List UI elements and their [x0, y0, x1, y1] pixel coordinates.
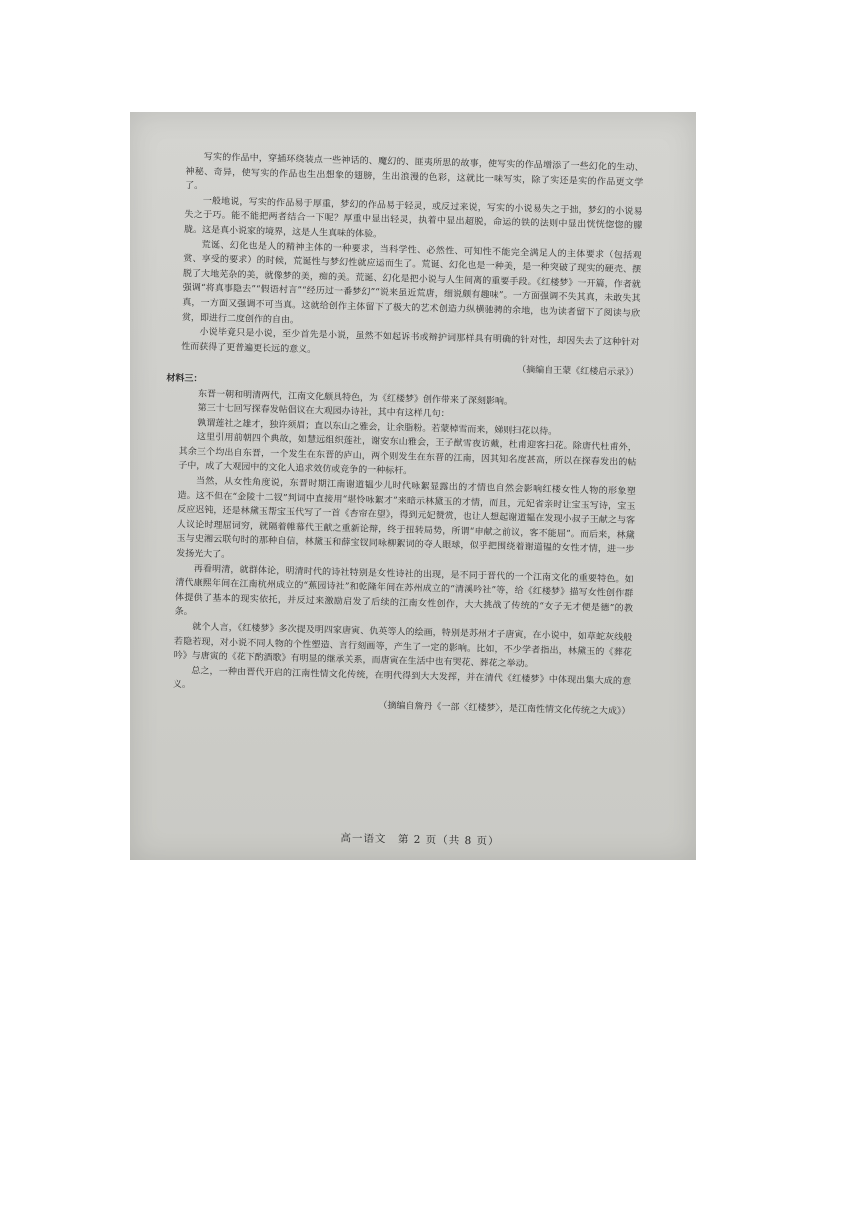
scanned-page-photo: [130, 112, 696, 860]
paragraph: 一般地说，写实的作品易于厚重，梦幻的作品易于轻灵，或反过来说，写实的小说易失之于拙，梦幻的小说易失之于巧。能不能把两者结合一下呢？厚重中显出轻灵，执着中显出超脱，命运的铁的法则中显出恍恍惚惚的朦胧。这是真小说家的境界，这是人生真味的体验。: [183, 196, 643, 240]
quoted-passage: 孰谓莲社之雄才，独许须眉；直以东山之雅会，让余脂粉。若蒙棹雪而来，娣则扫花以待。: [197, 418, 558, 437]
paragraph: 第三十七回写探春发帖倡议在大观园办诗社，其中有这样几句：: [197, 403, 450, 420]
paragraph: 荒诞、幻化也是人的精神主体的一种要求，当科学性、必然性、可知性不能完全满足人的主体要求（包括观赏、享受的要求）的时候，荒诞性与梦幻性就应运而生了。荒诞、幻化也是一种美，是一种突破了现实的硬壳、摆脱了大地芜杂的美，就像梦的美，痴的美。荒诞、幻化是把小说与人生间离的重要手段。《红楼梦》一开篇，作者就强调“将真事隐去”“假语村言”“经历过一番梦幻”“说来虽近荒唐，细说颇有趣味”。一方面强调不失其真，未敢失其真，一方面又强调不可当真。这就给创作主体留下了极大的艺术创造力纵横驰骋的余地，也为读者留下了阅读与欣赏，即进行二度创作的自由。: [181, 239, 642, 326]
source-citation: （摘编自王蒙《红楼启示录》）: [517, 365, 639, 379]
paragraph: 再看明清，就群体论，明清时代的诗社特别是女性诗社的出现，是不同于晋代的一个江南文化的重要特色。如清代康熙年间在江南杭州成立的“蕉园诗社”和乾隆年间在苏州成立的“清溪吟社”等，给《红楼梦》描写女性创作群体提供了基本的现实依托，并反过来激励启发了后续的江南女性创作，大大挑战了传统的“女子无才便是德”的教条。: [174, 563, 634, 618]
paragraph: 就个人言，《红楼梦》多次提及明四家唐寅、仇英等人的绘画，特别是苏州才子唐寅，在小说中，如草蛇灰线般若隐若现，对小说不同人物的个性塑造、言行刻画等，产生了一定的影响。比如，不少学者指出，林黛玉的《葬花吟》与唐寅的《花下酌酒歌》有明显的继承关系，而唐寅在生活中也有哭花、葬花之举动。: [173, 622, 633, 670]
paragraph: 小说毕竟只是小说，至少首先是小说，虽然不如起诉书或辩护词那样具有明确的针对性，却因失去了这种针对性而获得了更普遍更长远的意义。: [181, 327, 640, 355]
paragraph: 这里引用前朝四个典故，如慧远组织莲社，谢安东山雅会，王子猷雪夜访戴，杜甫迎客扫花。除唐代杜甫外，其余三个均出自东晋，一个发生在东晋的庐山，两个则发生在东晋的江南，因其知名度甚高，所以在探春发出的帖子中，成了大观园中的文化人追求效仿或竞争的一种标杆。: [178, 432, 637, 478]
paragraph: 总之，一种由晋代开启的江南性情文化传统，在明代得到大大发挥，并在清代《红楼梦》中体现出集大成的意义。: [172, 666, 632, 691]
paragraph: 东晋一朝和明清两代，江南文化颇具特色，为《红楼梦》创作带来了深刻影响。: [197, 388, 514, 407]
paragraph: 当然，从女性角度说，东晋时期江南谢道韫少儿时代咏絮显露出的才情也自然会影响红楼女性人物的形象塑造。这不但在“金陵十二钗”判词中直接用“堪怜咏絮才”来暗示林黛玉的才情，而且，元妃省亲时让宝玉写诗，宝玉反应迟钝，还是林黛玉帮宝玉代写了一首《杏帘在望》，得到元妃赞赏，也让人想起谢道韫在发现小叔子王献之与客人议论时理屈词穷，就隔着帷幕代王献之重新论辩，终于扭转局势，所谓“申献之前议，客不能屈”。而后来，林黛玉与史湘云联句时的那种自信，林黛玉和薛宝钗同咏柳絮词的夺人眼球，似乎把围绕着谢道韫的女性才情，进一步发扬光大了。: [176, 476, 636, 561]
section-heading: 材料三：: [166, 373, 203, 385]
page-body: [166, 150, 644, 722]
source-citation: （摘编自詹丹《一部〈红楼梦〉，是江南性情文化传统之大成》）: [378, 700, 631, 717]
page-footer: 高一语文 第 2 页（共 8 页）: [340, 832, 500, 848]
paragraph: 写实的作品中，穿插环绕装点一些神话的、魔幻的、匪夷所思的故事，使写实的作品增添了一些幻化的生动、神秘、奇异，使写实的作品也生出想象的翅膀，生出浪漫的色彩，这就比一味写实，除了实还是实的作品更文学了。: [184, 152, 644, 192]
